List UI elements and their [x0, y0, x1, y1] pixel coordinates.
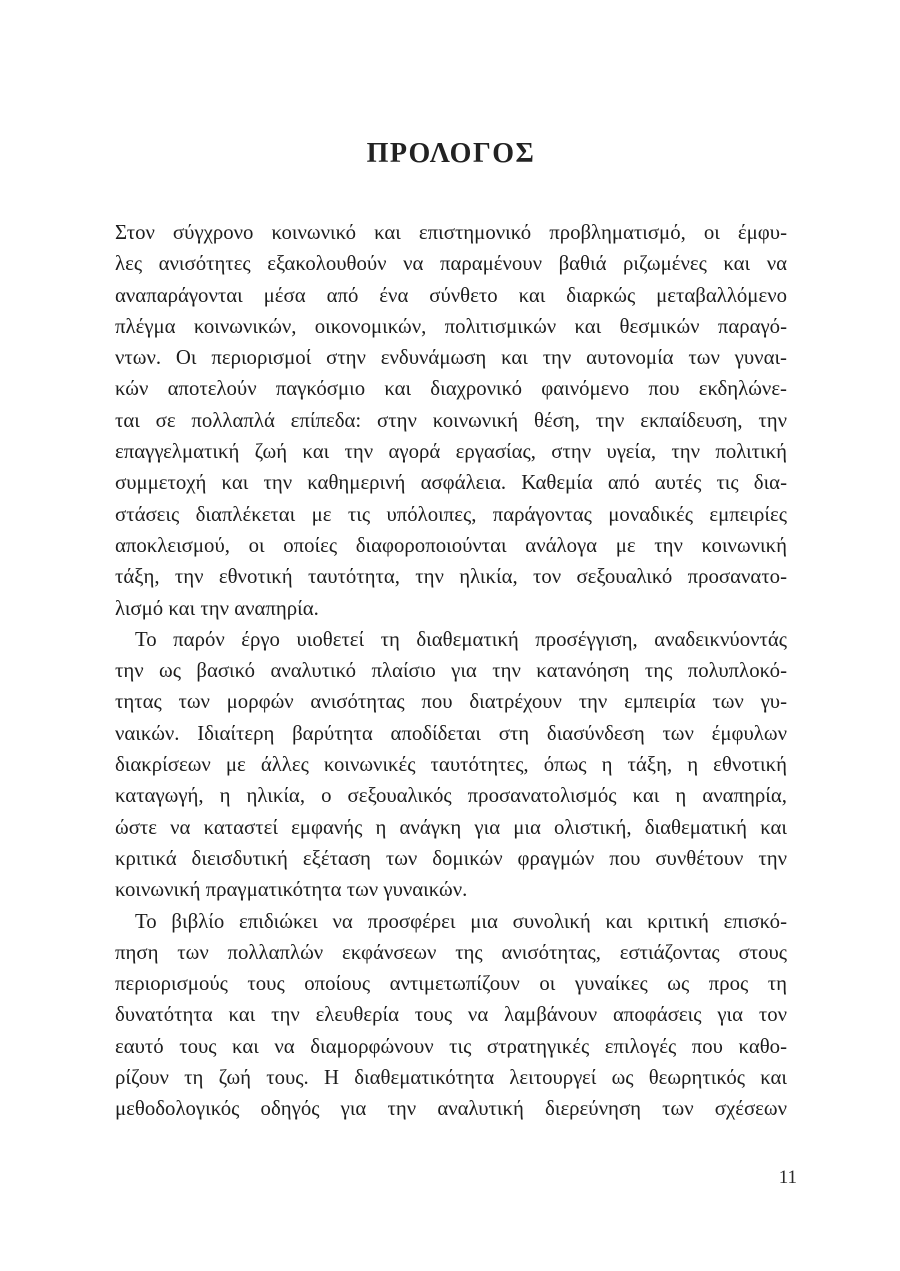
text-line: Στον σύγχρονο κοινωνικό και επιστημονικό προβληματισμό, οι έμφυ- [115, 221, 787, 244]
text-line: ται σε πολλαπλά επίπεδα: στην κοινωνική θέση, την εκπαίδευση, την [115, 408, 787, 432]
paragraph-3 [115, 906, 787, 1125]
text-line: λισμό και την αναπηρία. [115, 596, 319, 620]
text-line: ρίζουν τη ζωή τους. Η διαθεματικότητα λειτουργεί ως θεωρητικός και [115, 1066, 787, 1090]
text-line: ώστε να καταστεί εμφανής η ανάγκη για μια ολιστική, διαθεματική και [115, 815, 787, 839]
text-line: περιορισμούς τους οποίους αντιμετωπίζουν οι γυναίκες ως προς τη [115, 972, 787, 996]
text-line: λες ανισότητες εξακολουθούν να παραμένουν βαθιά ριζωμένες και να [115, 252, 787, 276]
text-line: εαυτό τους και να διαμορφώνουν τις στρατηγικές επιλογές που καθο- [115, 1034, 787, 1058]
text-line: διακρίσεων με άλλες κοινωνικές ταυτότητες, όπως η τάξη, η εθνοτική [115, 753, 787, 777]
text-line: αναπαράγονται μέσα από ένα σύνθετο και διαρκώς μεταβαλλόμενο [115, 283, 787, 307]
text-line: δυνατότητα και την ελευθερία τους να λαμβάνουν αποφάσεις για τον [115, 1003, 787, 1027]
text-line: πηση των πολλαπλών εκφάνσεων της ανισότητας, εστιάζοντας στους [115, 940, 787, 964]
paragraph-2 [115, 624, 787, 906]
text-line: Το παρόν έργο υιοθετεί τη διαθεματική προσέγγιση, αναδεικνύοντάς [135, 627, 787, 651]
text-block [115, 217, 787, 1125]
text-line: πλέγμα κοινωνικών, οικονομικών, πολιτισμικών και θεσμικών παραγό- [115, 314, 787, 338]
text-line: την ως βασικό αναλυτικό πλαίσιο για την κατανόηση της πολυπλοκό- [115, 659, 787, 683]
text-line: μεθοδολογικός οδηγός για την αναλυτική διερεύνηση των σχέσεων [115, 1097, 787, 1121]
text-line: στάσεις διαπλέκεται με τις υπόλοιπες, παράγοντας μοναδικές εμπειρίες [115, 502, 787, 526]
text-line: αποκλεισμού, οι οποίες διαφοροποιούνται ανάλογα με την κοινωνική [115, 533, 787, 557]
text-line: κριτικά διεισδυτική εξέταση των δομικών φραγμών που συνθέτουν την [115, 846, 787, 870]
text-line: κοινωνική πραγματικότητα των γυναικών. [115, 878, 468, 902]
paragraph-1 [115, 217, 787, 624]
page-title: ΠΡΟΛΟΓΟΣ [366, 138, 536, 169]
text-line: τάξη, την εθνοτική ταυτότητα, την ηλικία, τον σεξουαλικό προσανατο- [115, 565, 787, 589]
text-line: Το βιβλίο επιδιώκει να προσφέρει μια συνολική και κριτική επισκό- [135, 909, 787, 933]
page-number: 11 [778, 1167, 797, 1188]
text-line: καταγωγή, η ηλικία, ο σεξουαλικός προσανατολισμός και η αναπηρία, [115, 784, 787, 808]
text-line: συμμετοχή και την καθημερινή ασφάλεια. Καθεμία από αυτές τις δια- [115, 471, 787, 495]
text-line: κών αποτελούν παγκόσμιο και διαχρονικό φαινόμενο που εκδηλώνε- [115, 377, 787, 401]
text-line: ντων. Οι περιορισμοί στην ενδυνάμωση και την αυτονομία των γυναι- [115, 346, 787, 370]
text-line: επαγγελματική ζωή και την αγορά εργασίας, στην υγεία, την πολιτική [115, 440, 787, 464]
text-line: τητας των μορφών ανισότητας που διατρέχουν την εμπειρία των γυ- [115, 690, 787, 714]
text-line: ναικών. Ιδιαίτερη βαρύτητα αποδίδεται στη διασύνδεση των έμφυλων [115, 721, 787, 745]
